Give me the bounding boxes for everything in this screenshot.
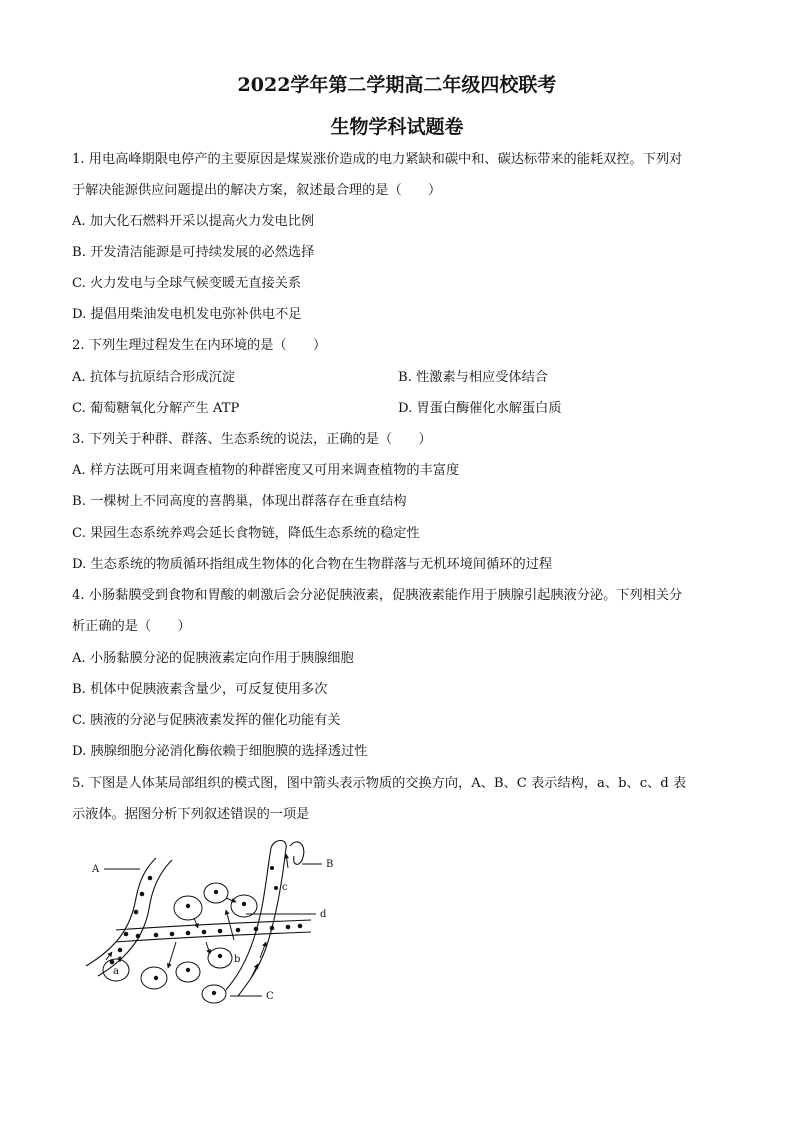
tissue-diagram: [76, 838, 376, 1010]
q4-option-a: A. 小肠黏膜分泌的促胰液素定向作用于胰腺细胞: [72, 651, 354, 666]
q3-option-c: C. 果园生态系统养鸡会延长食物链，降低生态系统的稳定性: [72, 526, 420, 541]
label-B: B: [326, 859, 334, 870]
q4-stem-line2: 析正确的是（ ）: [72, 619, 191, 634]
label-a: a: [113, 966, 119, 977]
q4-option-c: C. 胰液的分泌与促胰液素发挥的催化功能有关: [72, 713, 341, 728]
q2-option-b: B. 性激素与相应受体结合: [398, 370, 548, 385]
cell-dots: [110, 866, 303, 995]
label-c: c: [282, 882, 288, 893]
q3-stem: 3. 下列关于种群、群落、生态系统的说法，正确的是（ ）: [72, 432, 432, 447]
q3-option-a: A. 样方法既可用来调查植物的种群密度又可用来调查植物的丰富度: [72, 463, 460, 478]
q1-option-a: A. 加大化石燃料开采以提高火力发电比例: [72, 214, 315, 229]
q1-option-c: C. 火力发电与全球气候变暖无直接关系: [72, 276, 302, 291]
label-d: d: [320, 909, 327, 920]
q5-stem-line2: 示液体。据图分析下列叙述错误的一项是: [72, 807, 310, 822]
q1-stem-line1: 1. 用电高峰期限电停产的主要原因是煤炭涨价造成的电力紧缺和碳中和、碳达标带来的能耗双控。下列对: [72, 152, 683, 167]
q2-stem: 2. 下列生理过程发生在内环境的是（ ）: [72, 338, 327, 353]
q3-option-b: B. 一棵树上不同高度的喜鹊巢，体现出群落存在垂直结构: [72, 494, 407, 509]
label-C: C: [266, 991, 274, 1002]
q4-option-b: B. 机体中促胰液素含量少，可反复使用多次: [72, 682, 328, 697]
q3-option-d: D. 生态系统的物质循环指组成生物体的化合物在生物群落与无机环境间循环的过程: [72, 557, 553, 572]
exam-subtitle: 生物学科试题卷: [330, 116, 464, 138]
q2-option-c: C. 葡萄糖氧化分解产生 ATP: [72, 401, 240, 416]
q1-option-b: B. 开发清洁能源是可持续发展的必然选择: [72, 245, 315, 260]
exchange-arrows: [106, 854, 288, 978]
exam-title: 2022学年第二学期高二年级四校联考: [237, 74, 557, 96]
q2-option-a: A. 抗体与抗原结合形成沉淀: [72, 370, 235, 385]
label-A: A: [92, 864, 100, 875]
q4-stem-line1: 4. 小肠黏膜受到食物和胃酸的刺激后会分泌促胰液素，促胰液素能作用于胰腺引起胰液分泌。下列相关分: [72, 588, 683, 603]
q5-stem-line1: 5. 下图是人体某局部组织的模式图，图中箭头表示物质的交换方向，A、B、C 表示结构，a、b、c、d 表: [72, 776, 687, 791]
q4-option-d: D. 胰腺细胞分泌消化酶依赖于细胞膜的选择透过性: [72, 744, 368, 759]
label-b: b: [234, 954, 241, 965]
q2-option-d: D. 胃蛋白酶催化水解蛋白质: [398, 401, 562, 416]
q1-stem-line2: 于解决能源供应问题提出的解决方案，叙述最合理的是（ ）: [72, 183, 442, 198]
q1-option-d: D. 提倡用柴油发电机发电弥补供电不足: [72, 307, 302, 322]
vessel-outlines: [86, 841, 311, 997]
